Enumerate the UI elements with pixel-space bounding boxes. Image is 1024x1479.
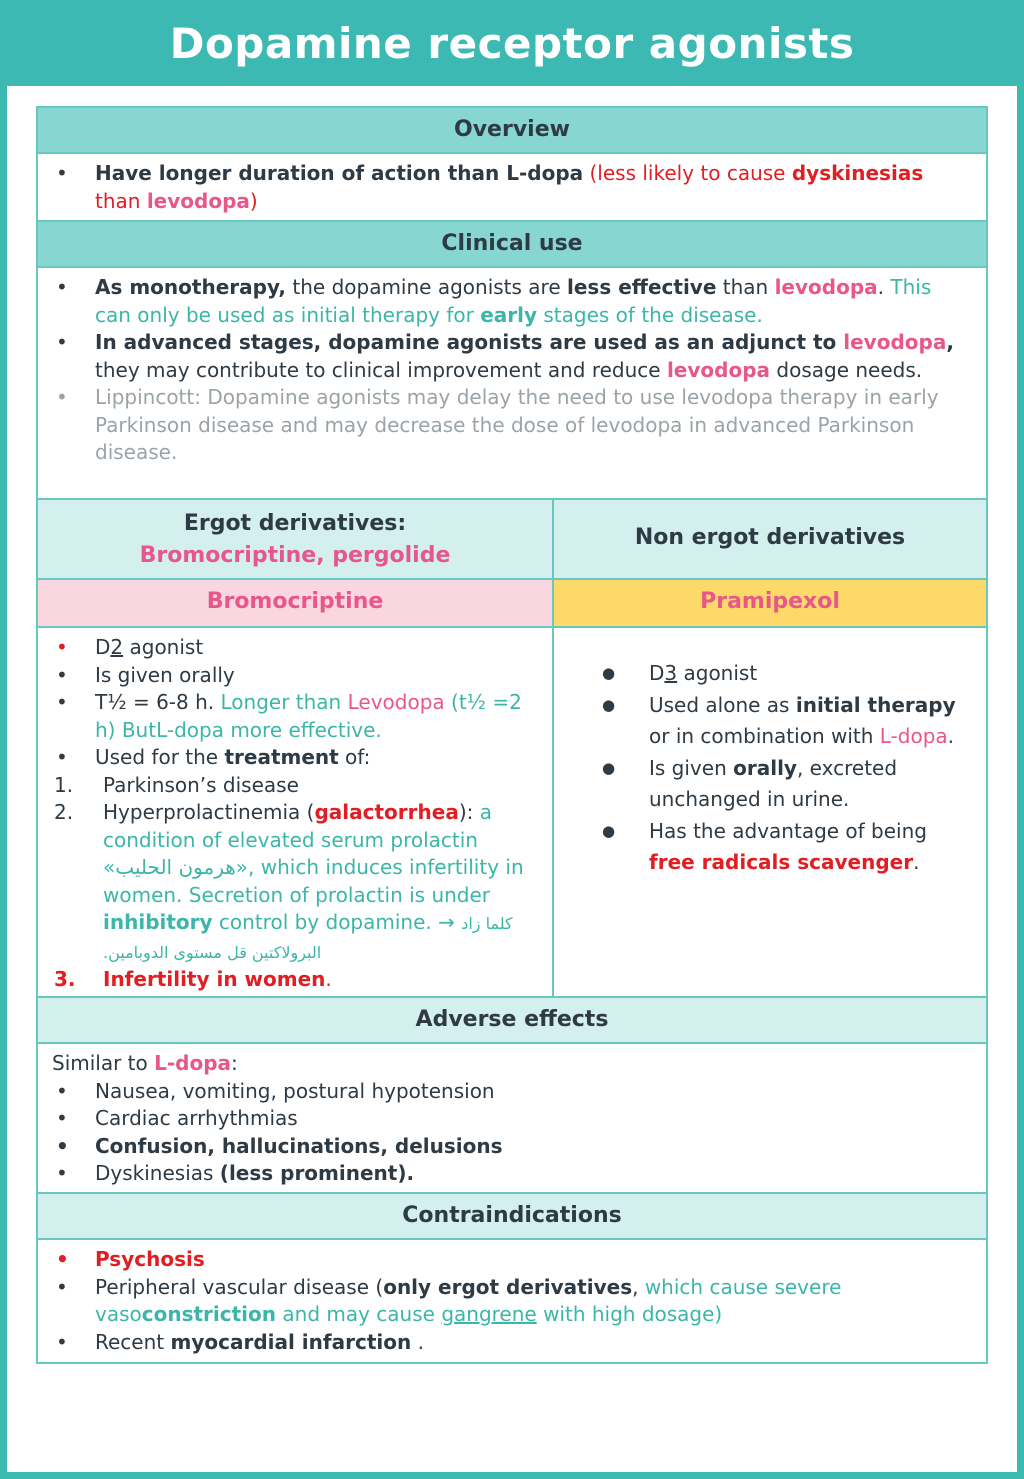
pramipexol-item: ● Used alone as initial therapy or in combination with L-dopa. [568, 690, 972, 753]
adverse-effects-section [38, 1044, 986, 1194]
clinical-item: • In advanced stages, dopamine agonists are used as an adjunct to levodopa, they may contribute to clinical improvement and reduce levodopa dosage needs. [52, 329, 972, 384]
adverse-item: • Nausea, vomiting, postural hypotension [52, 1078, 972, 1106]
contraindication-item: • Recent myocardial infarction . [52, 1329, 972, 1357]
title-banner [0, 0, 1024, 86]
adverse-effects-heading: Adverse effects [38, 998, 986, 1044]
ergot-heading: Ergot derivatives: Bromocriptine, pergolide [38, 500, 554, 578]
pramipexol-item: ● D3 agonist [568, 658, 972, 690]
adverse-item: • Confusion, hallucinations, delusions [52, 1133, 972, 1161]
page-title: Dopamine receptor agonists [169, 18, 855, 68]
contraindication-item: • Peripheral vascular disease (only ergot derivatives, which cause severe vasoconstriction and may cause gangrene with high dosage) [52, 1274, 972, 1329]
non-ergot-heading: Non ergot derivatives [554, 500, 986, 578]
summary-table [36, 106, 988, 1364]
indication-item: 1. Parkinson’s disease [54, 772, 299, 797]
pramipexol-heading: Pramipexol [554, 580, 986, 626]
adverse-intro: Similar to L-dopa: [52, 1051, 238, 1075]
derivatives-header-row [38, 500, 986, 580]
contraindication-item: • Psychosis [52, 1246, 972, 1274]
contraindications-section [38, 1240, 986, 1362]
overview-heading: Overview [38, 108, 986, 154]
adverse-item: • Cardiac arrhythmias [52, 1105, 972, 1133]
bromocriptine-details [38, 628, 554, 996]
indication-item: 2. Hyperprolactinemia (galactorrhea): a condition of elevated serum prolactin «هرمون الحليب», which induces infertility in women. Secretion of prolactin is under inhibitory control by dopamine. → كلما زاد البرولاكتين قل مستوى الدوبامين. [54, 800, 524, 962]
pramipexol-item: ● Is given orally, excreted unchanged in urine. [568, 753, 972, 816]
clinical-use-section [38, 268, 986, 500]
bromocriptine-item: • Used for the treatment of: [52, 744, 538, 772]
clinical-use-heading: Clinical use [38, 222, 986, 268]
overview-section [38, 154, 986, 222]
pramipexol-details [554, 628, 986, 996]
bromocriptine-item: • D2 agonist [52, 634, 538, 662]
drug-header-row [38, 580, 986, 628]
bromocriptine-heading: Bromocriptine [38, 580, 554, 626]
bromocriptine-item: • Is given orally [52, 662, 538, 690]
clinical-item-lippincott: • Lippincott: Dopamine agonists may delay the need to use levodopa therapy in early Parkinson disease and may decrease the dose of levodopa in advanced Parkinson disease. [52, 384, 972, 467]
indication-item: 3. Infertility in women. [54, 967, 332, 991]
adverse-item: • Dyskinesias (less prominent). [52, 1160, 972, 1188]
drug-details-row [38, 628, 986, 998]
overview-item: • Have longer duration of action than L-dopa (less likely to cause dyskinesias than levodopa) [52, 160, 972, 215]
pramipexol-item: ● Has the advantage of being free radicals scavenger. [568, 816, 972, 879]
clinical-item: • As monotherapy, the dopamine agonists are less effective than levodopa. This can only be used as initial therapy for early stages of the disease. [52, 274, 972, 329]
contraindications-heading: Contraindications [38, 1194, 986, 1240]
bromocriptine-item: • T½ = 6-8 h. Longer than Levodopa (t½ =2 h) ButL-dopa more effective. [52, 689, 538, 744]
